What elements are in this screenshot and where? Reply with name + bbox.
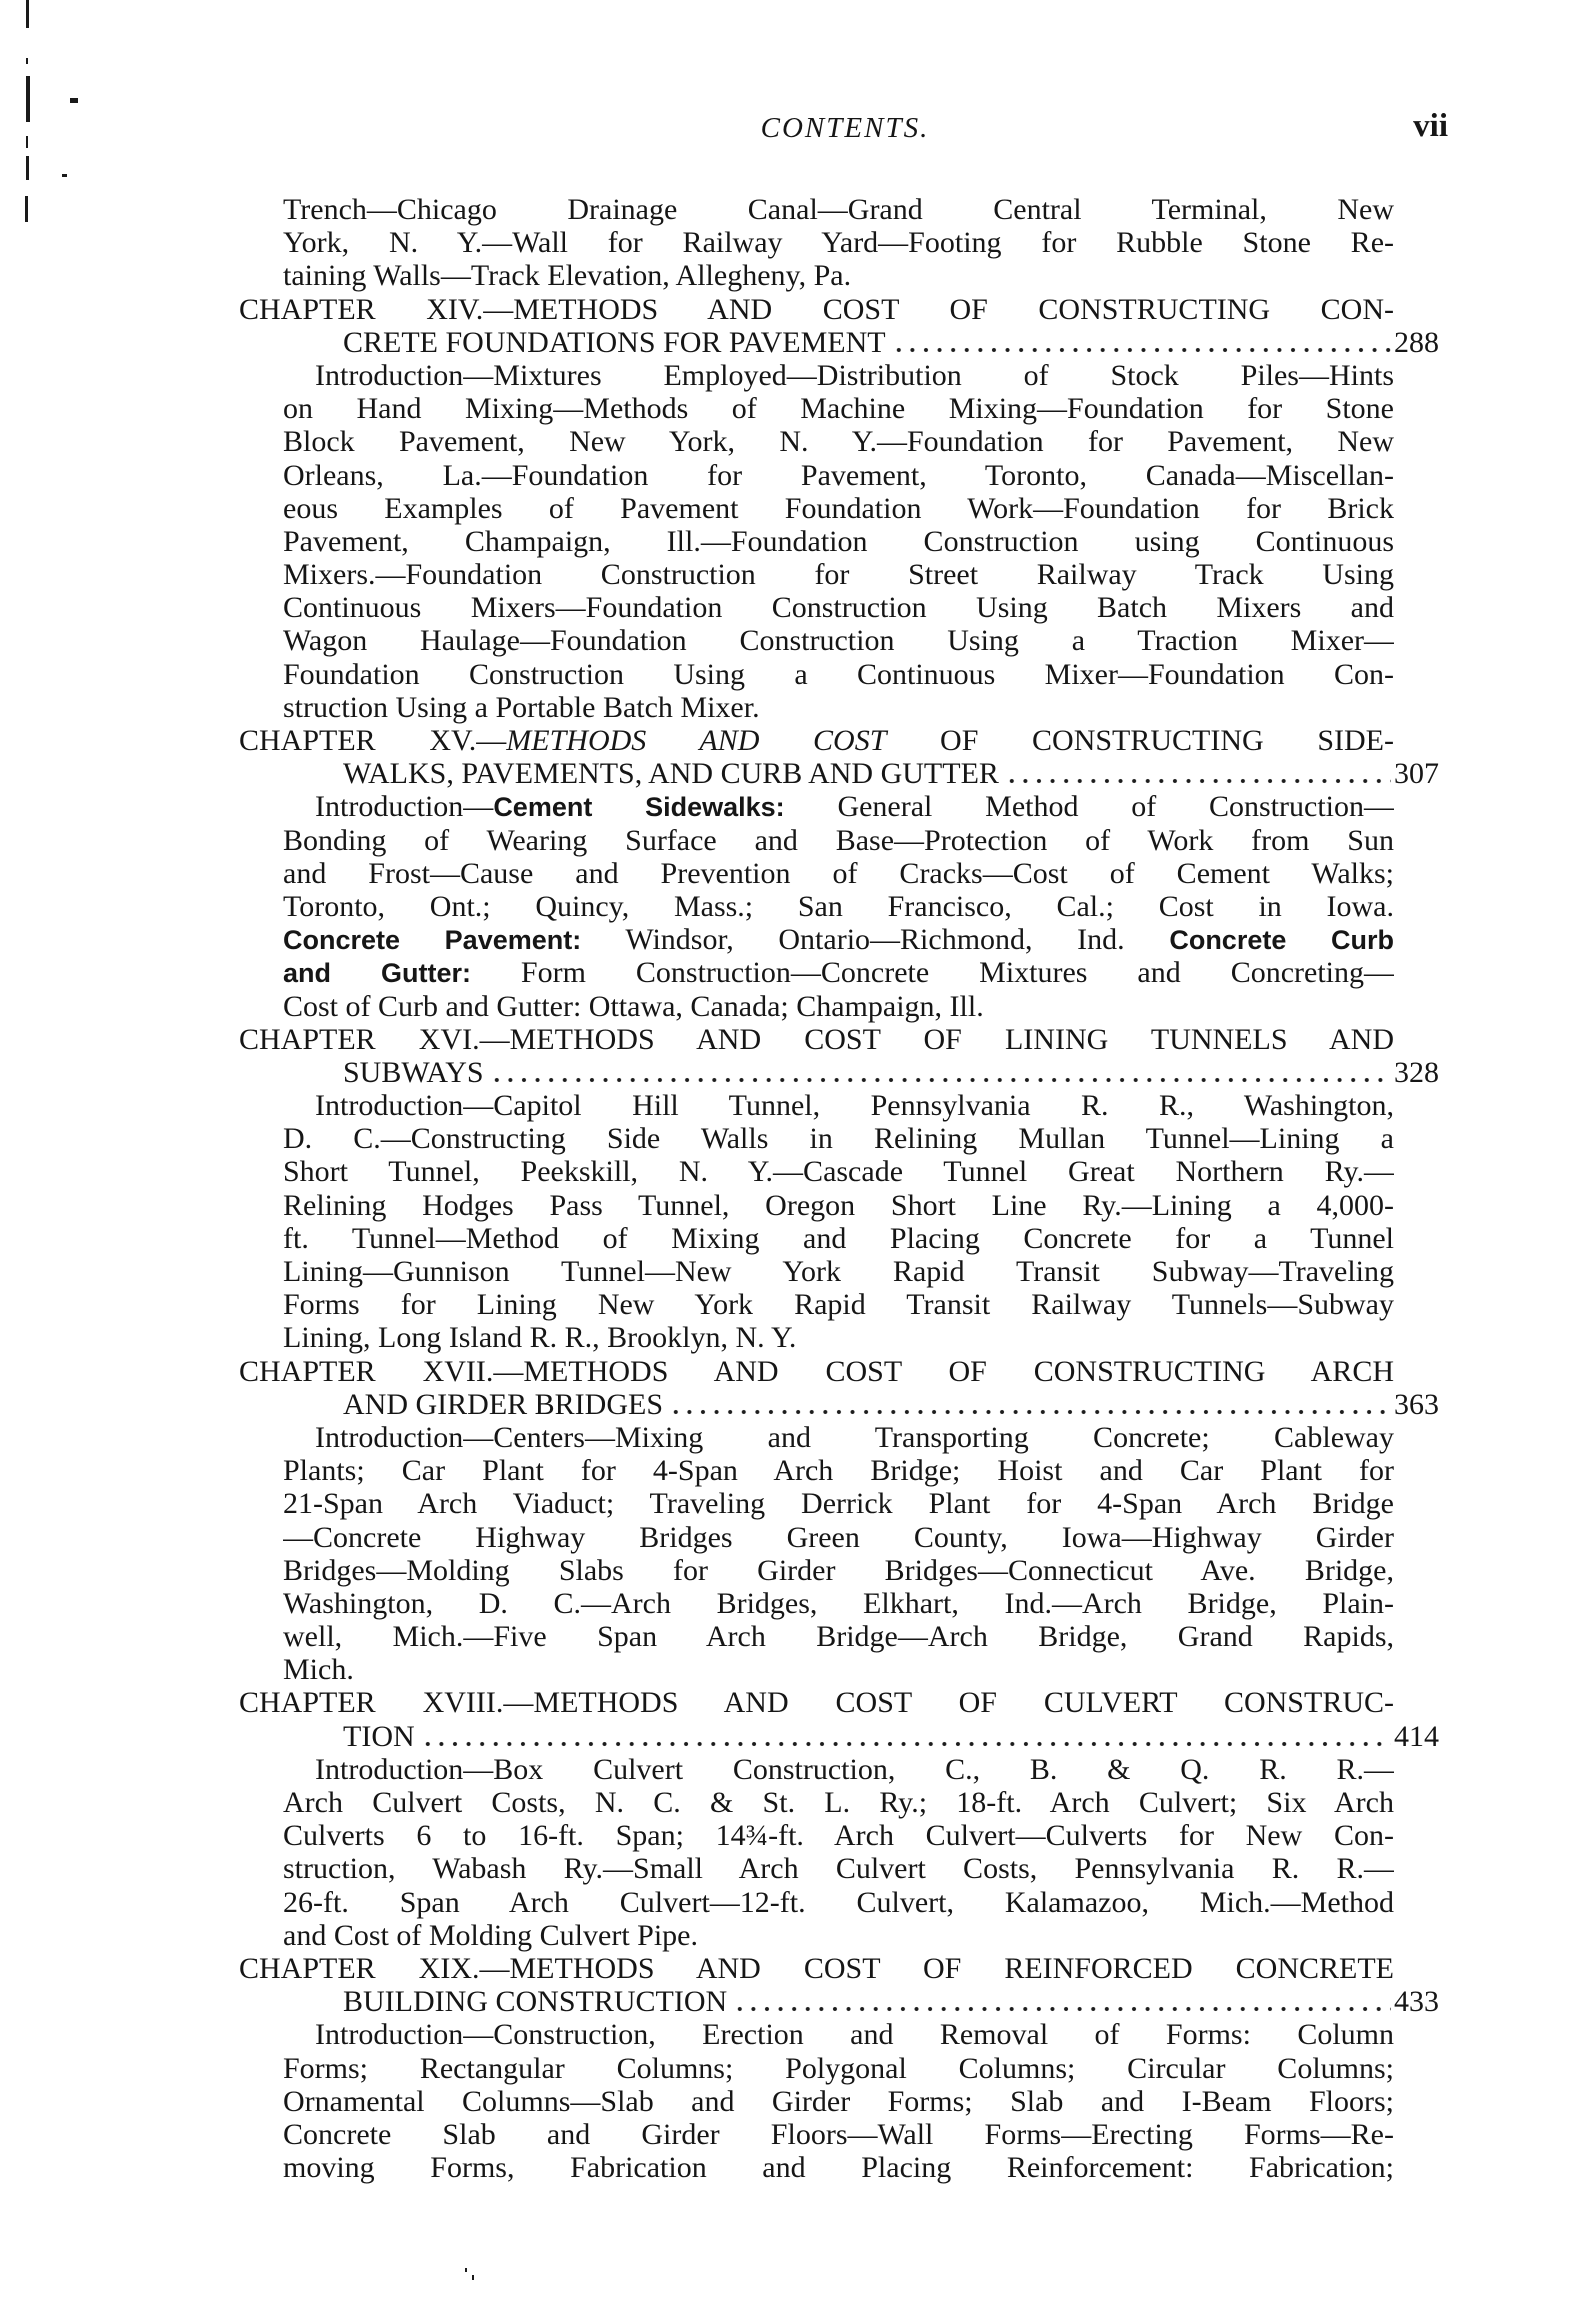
dot-leader: [421, 1720, 1391, 1753]
description-line: [283, 658, 1394, 691]
chapter-heading: [239, 724, 1394, 757]
description-text: Introduction—Centers—Mixing and Transporting Concrete; Cableway: [315, 1420, 1394, 1454]
description-text: Windsor, Ontario—Richmond, Ind.: [581, 923, 1170, 957]
description-line: [283, 990, 1394, 1023]
description-line: [283, 1919, 1394, 1952]
description-line: [283, 1189, 1394, 1222]
scan-mark: [26, 58, 28, 64]
description-line: [283, 2052, 1394, 2085]
chapter-description-continuation: [0, 193, 1572, 293]
chapter-title-tail: TION: [343, 1719, 415, 1753]
chapter-heading-text: CHAPTER XIX.—METHODS AND COST OF REINFORCED CONCRETE: [239, 1951, 1394, 1985]
description-text: Introduction—Box Culvert Construction, C., B. & Q. R. R.—: [315, 1752, 1394, 1786]
description-text: 26-ft. Span Arch Culvert—12-ft. Culvert, Kalamazoo, Mich.—Method: [283, 1885, 1394, 1919]
dot-leader: [669, 1388, 1391, 1421]
description-line: [283, 193, 1394, 226]
chapter-heading-text: METHODS AND COST: [506, 724, 887, 757]
description-text: Continuous Mixers—Foundation Construction Using Batch Mixers and: [283, 591, 1394, 625]
description-text: struction Using a Portable Batch Mixer.: [283, 690, 760, 724]
description-line: [283, 1288, 1394, 1321]
description-line: [283, 624, 1394, 657]
subheading-text: Cement Sidewalks:: [493, 792, 785, 823]
description-text: moving Forms, Fabrication and Placing Reinforcement: Fabrication;: [283, 2151, 1394, 2185]
description-text: Ornamental Columns—Slab and Girder Forms; Slab and I-Beam Floors;: [283, 2084, 1394, 2118]
description-line: [283, 2085, 1394, 2118]
description-text: Pavement, Champaign, Ill.—Foundation Construction using Continuous: [283, 524, 1394, 558]
chapter-title-tail: CRETE FOUNDATIONS FOR PAVEMENT: [343, 325, 886, 359]
description-text: Lining—Gunnison Tunnel—New York Rapid Transit Subway—Traveling: [283, 1255, 1394, 1288]
chapter-entry: [0, 724, 1572, 1023]
chapter-page-number: 363: [1394, 1387, 1439, 1421]
description-text: well, Mich.—Five Span Arch Bridge—Arch Bridge, Grand Rapids,: [283, 1620, 1394, 1654]
description-line: [283, 1819, 1394, 1852]
description-line: [283, 591, 1394, 624]
table-of-contents: [0, 193, 1572, 2184]
running-title: CONTENTS.: [760, 112, 930, 144]
description-line: [283, 525, 1394, 558]
description-line: [283, 2018, 1394, 2051]
description-line: [283, 1155, 1394, 1188]
description-text: Forms for Lining New York Rapid Transit Railway Tunnels—Subway: [283, 1288, 1394, 1322]
description-line: [283, 359, 1394, 392]
description-line: [283, 1255, 1394, 1288]
description-line: [283, 1089, 1394, 1122]
description-line: [283, 558, 1394, 591]
dot-leader: [892, 326, 1391, 359]
chapter-heading: [239, 1355, 1394, 1388]
chapter-page-number: 328: [1394, 1055, 1439, 1089]
subheading-text: Concrete Pavement:: [283, 925, 582, 956]
chapter-title-tail: SUBWAYS: [343, 1055, 484, 1089]
description-text: Plants; Car Plant for 4-Span Arch Bridge; Hoist and Car Plant for: [283, 1454, 1394, 1488]
description-text: ft. Tunnel—Method of Mixing and Placing Concrete for a Tunnel: [283, 1221, 1394, 1255]
scan-mark: [465, 2268, 467, 2272]
description-text: —Concrete Highway Bridges Green County, Iowa—Highway Girder: [283, 1520, 1394, 1554]
scan-mark: [26, 156, 29, 180]
chapter-heading-continuation: [343, 1985, 1439, 2018]
description-line: [283, 425, 1394, 458]
chapter-heading-text: OF CONSTRUCTING SIDE-: [886, 724, 1394, 757]
description-text: Bonding of Wearing Surface and Base—Protection of Work from Sun: [283, 823, 1394, 857]
description-text: taining Walls—Track Elevation, Allegheny, Pa.: [283, 259, 852, 293]
description-text: struction, Wabash Ry.—Small Arch Culvert Costs, Pennsylvania R. R.—: [283, 1852, 1394, 1886]
chapter-heading-text: CHAPTER XVII.—METHODS AND COST OF CONSTRUCTING ARCH: [239, 1354, 1394, 1388]
chapter-heading-text: CHAPTER XIV.—METHODS AND COST OF CONSTRUCTING CON-: [239, 292, 1394, 326]
chapter-title-tail: WALKS, PAVEMENTS, AND CURB AND GUTTER: [343, 757, 999, 791]
chapter-entry: [0, 1952, 1572, 2184]
description-line: [283, 1620, 1394, 1653]
description-text: Culverts 6 to 16-ft. Span; 14¾-ft. Arch Culvert—Culverts for New Con-: [283, 1819, 1394, 1853]
chapter-entry: [0, 1355, 1572, 1687]
description-line: [283, 1521, 1394, 1554]
description-text: Cost of Curb and Gutter: Ottawa, Canada; Champaign, Ill.: [283, 989, 984, 1023]
description-line: [283, 392, 1394, 425]
description-text: Block Pavement, New York, N. Y.—Foundation for Pavement, New: [283, 425, 1394, 459]
description-line: [283, 1852, 1394, 1885]
page-number: vii: [1413, 108, 1448, 144]
chapter-page-number: 288: [1394, 325, 1439, 359]
chapter-heading-continuation: [343, 1056, 1439, 1089]
description-line: [283, 226, 1394, 259]
description-line: [283, 1786, 1394, 1819]
description-text: Introduction—Construction, Erection and Removal of Forms: Column: [315, 2018, 1394, 2052]
description-line: [283, 2118, 1394, 2151]
chapter-title-tail: BUILDING CONSTRUCTION: [343, 1985, 728, 2019]
chapter-entry: [0, 293, 1572, 724]
description-line: [283, 1653, 1394, 1686]
chapter-heading: [239, 1952, 1394, 1985]
description-line: [283, 1554, 1394, 1587]
description-line: [283, 1222, 1394, 1255]
chapter-entry: [0, 1686, 1572, 1952]
description-text: York, N. Y.—Wall for Railway Yard—Footing for Rubble Stone Re-: [283, 226, 1394, 260]
description-line: [283, 1421, 1394, 1454]
description-text: and Cost of Molding Culvert Pipe.: [283, 1918, 698, 1952]
description-text: D. C.—Constructing Side Walls in Relining Mullan Tunnel—Lining a: [283, 1122, 1394, 1156]
chapter-heading-text: CHAPTER XVIII.—METHODS AND COST OF CULVERT CONSTRUC-: [239, 1686, 1394, 1720]
chapter-heading: [239, 1686, 1394, 1719]
scan-mark: [26, 0, 29, 28]
description-line: [283, 459, 1394, 492]
description-line: [283, 923, 1394, 956]
description-text: Concrete Slab and Girder Floors—Wall Forms—Erecting Forms—Re-: [283, 2117, 1394, 2151]
description-text: eous Examples of Pavement Foundation Work—Foundation for Brick: [283, 491, 1394, 525]
description-line: [283, 691, 1394, 724]
description-line: [283, 2151, 1394, 2184]
chapter-page-number: 307: [1394, 757, 1439, 791]
description-text: Arch Culvert Costs, N. C. & St. L. Ry.; 18-ft. Arch Culvert; Six Arch: [283, 1786, 1394, 1819]
description-text: General Method of Construction—: [784, 790, 1394, 824]
description-line: [283, 890, 1394, 923]
description-text: Relining Hodges Pass Tunnel, Oregon Short Line Ry.—Lining a 4,000-: [283, 1188, 1394, 1222]
description-text: 21-Span Arch Viaduct; Traveling Derrick Plant for 4-Span Arch Bridge: [283, 1487, 1394, 1521]
scan-mark: [70, 98, 78, 103]
chapter-heading: [239, 1023, 1394, 1056]
description-line: [283, 857, 1394, 890]
description-text: Form Construction—Concrete Mixtures and Concreting—: [470, 956, 1394, 990]
chapter-heading-continuation: [343, 1720, 1439, 1753]
description-line: [283, 492, 1394, 525]
description-line: [283, 1487, 1394, 1520]
description-text: Wagon Haulage—Foundation Construction Using a Traction Mixer—: [283, 624, 1394, 658]
description-text: Toronto, Ont.; Quincy, Mass.; San Francisco, Cal.; Cost in Iowa.: [283, 889, 1394, 923]
description-text: Bridges—Molding Slabs for Girder Bridges—Connecticut Ave. Bridge,: [283, 1553, 1394, 1587]
chapter-heading-text: CHAPTER XVI.—METHODS AND COST OF LINING TUNNELS AND: [239, 1022, 1394, 1056]
description-text: Washington, D. C.—Arch Bridges, Elkhart, Ind.—Arch Bridge, Plain-: [283, 1586, 1394, 1620]
description-text: on Hand Mixing—Methods of Machine Mixing—Foundation for Stone: [283, 392, 1394, 426]
chapter-title-tail: AND GIRDER BRIDGES: [343, 1387, 664, 1421]
dot-leader: [490, 1056, 1391, 1089]
chapter-heading-continuation: [343, 757, 1439, 790]
description-line: [283, 1454, 1394, 1487]
description-text: Orleans, La.—Foundation for Pavement, Toronto, Canada—Miscellan-: [283, 458, 1394, 492]
description-line: [283, 1886, 1394, 1919]
description-line: [283, 1587, 1394, 1620]
description-text: Lining, Long Island R. R., Brooklyn, N. Y.: [283, 1321, 797, 1355]
description-text: and Frost—Cause and Prevention of Cracks—Cost of Cement Walks;: [283, 856, 1394, 890]
description-text: Short Tunnel, Peekskill, N. Y.—Cascade Tunnel Great Northern Ry.—: [283, 1155, 1394, 1189]
chapter-entry: [0, 1023, 1572, 1355]
description-text: Mich.: [283, 1653, 354, 1687]
description-line: [283, 1122, 1394, 1155]
chapter-heading-continuation: [343, 1388, 1439, 1421]
dot-leader: [1005, 757, 1391, 790]
description-line: [283, 259, 1394, 292]
description-line: [283, 956, 1394, 989]
description-text: Mixers.—Foundation Construction for Street Railway Track Using: [283, 558, 1394, 592]
description-line: [283, 790, 1394, 823]
description-text: Trench—Chicago Drainage Canal—Grand Central Terminal, New: [283, 193, 1394, 226]
description-text: Introduction—Capitol Hill Tunnel, Pennsylvania R. R., Washington,: [315, 1089, 1394, 1123]
description-text: Introduction—: [315, 790, 494, 824]
description-text: Introduction—Mixtures Employed—Distribution of Stock Piles—Hints: [315, 358, 1394, 392]
subheading-text: and Gutter:: [283, 958, 471, 989]
scan-mark: [472, 2275, 474, 2280]
scan-mark: [26, 136, 28, 148]
subheading-text: Concrete Curb: [1169, 925, 1394, 956]
scan-mark: [62, 174, 67, 177]
chapter-page-number: 433: [1394, 1985, 1439, 2019]
chapter-page-number: 414: [1394, 1719, 1439, 1753]
description-text: Forms; Rectangular Columns; Polygonal Columns; Circular Columns;: [283, 2051, 1394, 2085]
description-line: [283, 824, 1394, 857]
chapter-heading-continuation: [343, 326, 1439, 359]
description-text: Foundation Construction Using a Continuous Mixer—Foundation Con-: [283, 657, 1394, 691]
scan-mark: [26, 76, 30, 122]
dot-leader: [733, 1985, 1391, 2018]
chapter-heading-text: CHAPTER XV.—: [239, 724, 507, 757]
description-line: [283, 1321, 1394, 1354]
description-line: [283, 1753, 1394, 1786]
chapter-heading: [239, 293, 1394, 326]
